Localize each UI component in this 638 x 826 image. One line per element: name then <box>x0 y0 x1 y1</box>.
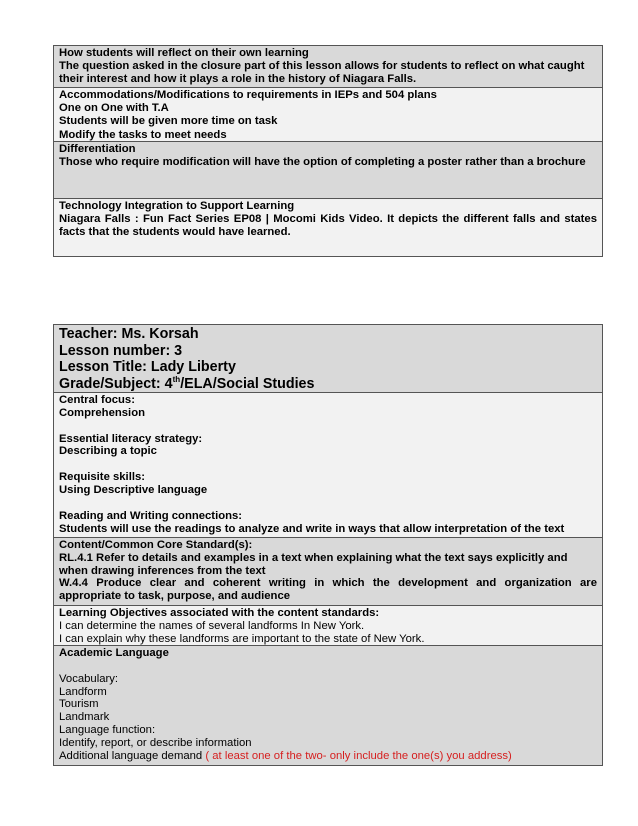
differentiation-section <box>54 142 602 199</box>
accommodation-line: One on One with T.A <box>59 102 169 115</box>
requisite-skills-label: Requisite skills: <box>59 471 146 484</box>
requisite-skills-value: Using Descriptive language <box>59 483 208 496</box>
language-demand: Additional language demand ( at least one of the two- only include the one(s) you address) <box>59 749 512 762</box>
objective-line: I can explain why these landforms are important to the state of New York. <box>59 632 425 645</box>
vocabulary-label: Vocabulary: <box>59 672 119 685</box>
vocabulary-item: Landform <box>59 685 107 698</box>
reflection-heading: How students will reflect on their own learning <box>59 47 309 59</box>
objectives-heading: Learning Objectives associated with the content standards: <box>59 607 380 619</box>
academic-language-heading: Academic Language <box>59 647 169 659</box>
lesson-plan-table <box>53 324 603 766</box>
reflection-text: The question asked in the closure part of this lesson allows for students to reflect on what caught their interest and how it plays a role in the history of Niagara Falls. <box>59 60 585 86</box>
language-function-label: Language function: <box>59 723 156 736</box>
technology-text: Niagara Falls : Fun Fact Series EP08 | Mocomi Kids Video. It depicts the different falls and states facts that the students would have learned. <box>59 213 597 239</box>
accommodations-heading: Accommodations/Modifications to requirements in IEPs and 504 plans <box>59 89 437 101</box>
literacy-strategy-value: Describing a topic <box>59 445 157 458</box>
differentiation-text: Those who require modification will have the option of completing a poster rather than a brochure <box>59 156 586 169</box>
standards-section <box>54 538 602 606</box>
central-focus-label: Central focus: <box>59 394 135 406</box>
differentiation-heading: Differentiation <box>59 143 136 155</box>
teacher-name: Teacher: Ms. Korsah <box>59 326 199 342</box>
technology-section <box>54 199 602 256</box>
lesson-header <box>54 325 602 393</box>
technology-heading: Technology Integration to Support Learning <box>59 200 295 212</box>
standard-w: W.4.4 Produce clear and coherent writing in which the development and organization are appropriate to task, purpose, and audience <box>59 577 597 603</box>
grade-subject: Grade/Subject: 4th/ELA/Social Studies <box>59 374 315 392</box>
central-focus-value: Comprehension <box>59 406 145 419</box>
vocabulary-item: Tourism <box>59 698 99 711</box>
reading-writing-value: Students will use the readings to analyze and write in ways that allow interpretation of the text <box>59 522 565 535</box>
accommodation-line: Students will be given more time on task <box>59 115 278 128</box>
objectives-section <box>54 606 602 646</box>
accommodation-line: Modify the tasks to meet needs <box>59 128 227 141</box>
reading-writing-label: Reading and Writing connections: <box>59 509 243 522</box>
reflection-section <box>54 46 602 88</box>
language-demand-note: ( at least one of the two- only include the one(s) you address) <box>205 749 512 762</box>
central-focus-section <box>54 393 602 538</box>
objective-line: I can determine the names of several landforms In New York. <box>59 619 365 632</box>
literacy-strategy-label: Essential literacy strategy: <box>59 432 203 445</box>
standard-rl: RL.4.1 Refer to details and examples in a text when explaining what the text says explicitly and when drawing inferences from the text <box>59 551 568 577</box>
lesson-table-continued <box>53 45 603 257</box>
accommodations-section <box>54 88 602 142</box>
standards-heading: Content/Common Core Standard(s): <box>59 539 253 551</box>
lesson-title: Lesson Title: Lady Liberty <box>59 359 236 375</box>
lesson-number: Lesson number: 3 <box>59 342 183 359</box>
language-function-value: Identify, report, or describe information <box>59 736 252 749</box>
vocabulary-item: Landmark <box>59 711 110 724</box>
academic-language-section <box>54 646 602 765</box>
